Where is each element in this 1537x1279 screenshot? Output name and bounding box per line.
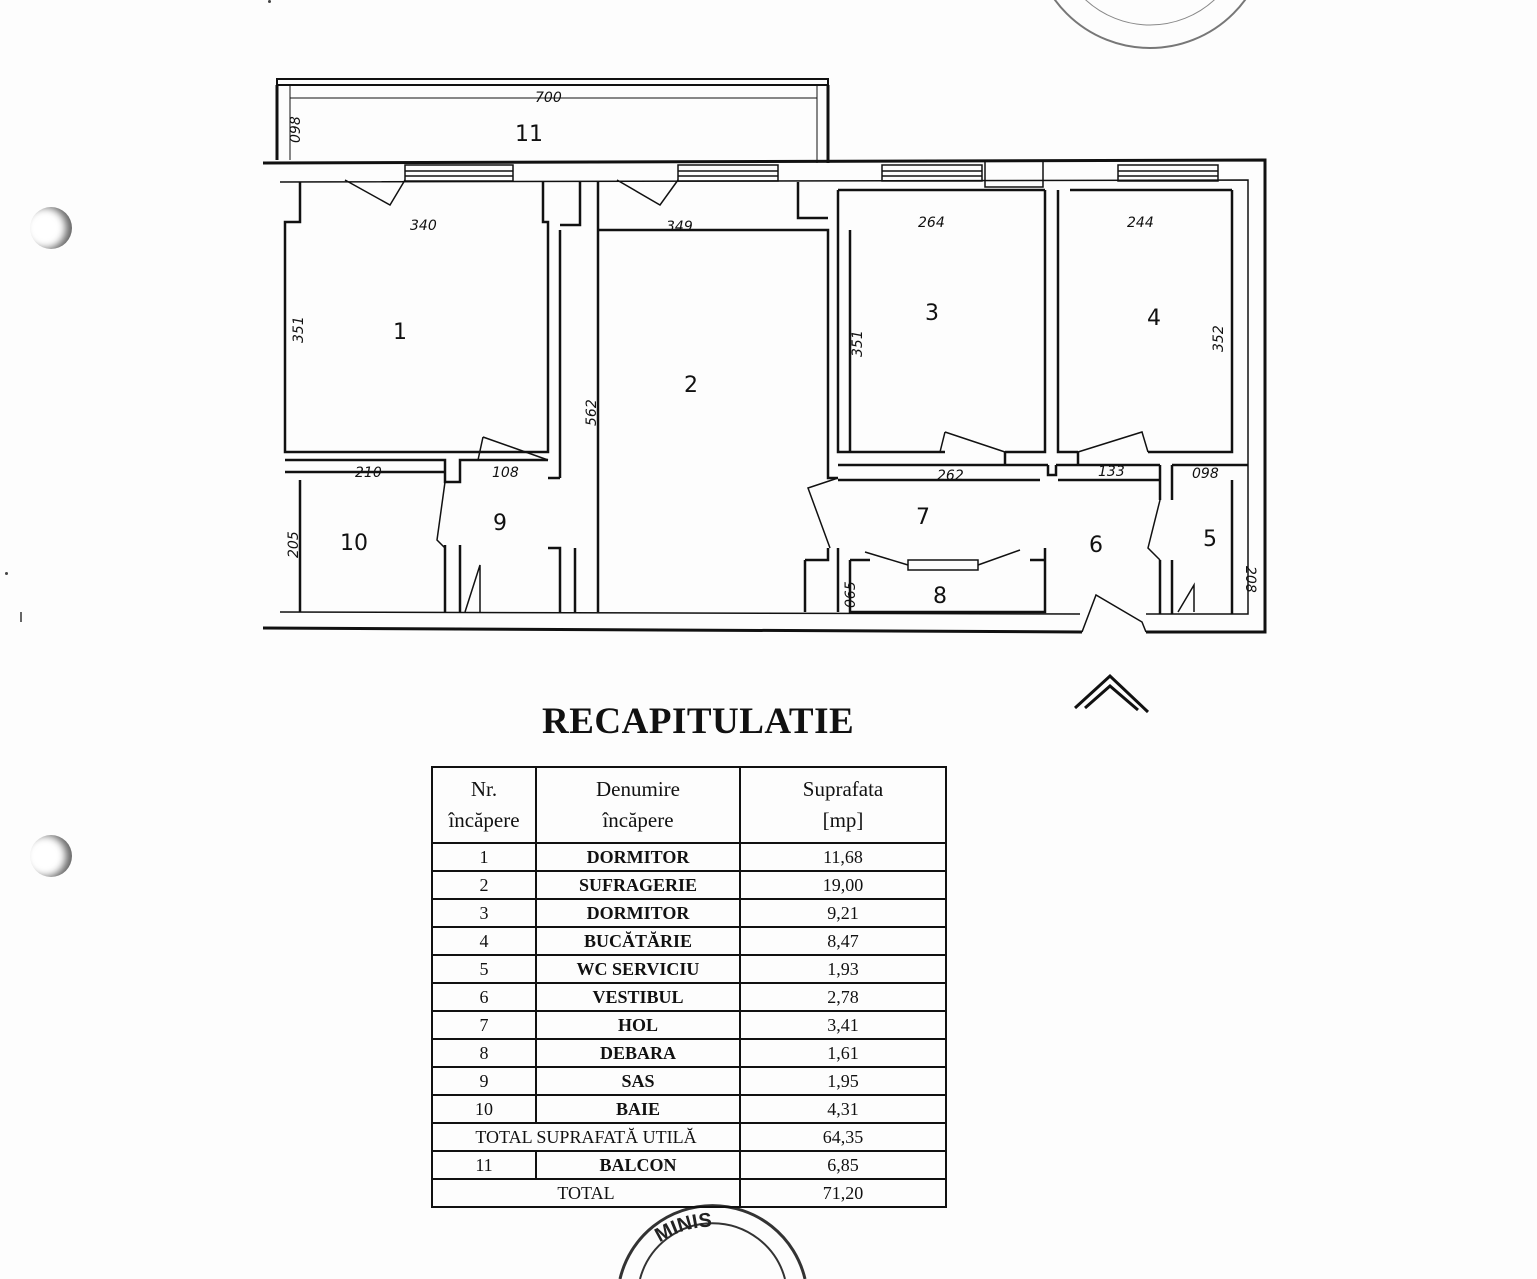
grand-total-area: 71,20 bbox=[740, 1179, 946, 1207]
grand-total-row bbox=[432, 1179, 946, 1207]
dim-room7-width: 262 bbox=[937, 468, 964, 484]
dim-room1-height: 351 bbox=[291, 316, 307, 343]
table-row: 7 HOL 3,41 bbox=[432, 1011, 946, 1039]
dim-room10-height: 205 bbox=[286, 531, 302, 558]
interior-walls bbox=[285, 182, 1248, 614]
dim-room6-width: 133 bbox=[1098, 464, 1125, 480]
table-row: 3 DORMITOR 9,21 bbox=[432, 899, 946, 927]
header-name: Denumire încăpere bbox=[536, 767, 740, 843]
dim-balcony-depth: 098 bbox=[288, 116, 304, 143]
dim-room1-width: 340 bbox=[410, 218, 437, 234]
dim-room4-width: 244 bbox=[1127, 215, 1154, 231]
dim-room8-height: 065 bbox=[843, 581, 859, 608]
room-label-7: 7 bbox=[916, 505, 930, 530]
dim-balcony-length: 700 bbox=[535, 90, 562, 106]
room-label-1: 1 bbox=[393, 320, 407, 345]
scan-speck bbox=[20, 612, 22, 622]
room-label-4: 4 bbox=[1147, 306, 1161, 331]
dim-room2-width: 349 bbox=[666, 219, 693, 235]
grand-total-label: TOTAL bbox=[432, 1179, 740, 1207]
dim-room3-width: 264 bbox=[918, 215, 945, 231]
room-label-5: 5 bbox=[1203, 527, 1217, 552]
dim-room9-width: 108 bbox=[492, 465, 519, 481]
windows bbox=[405, 161, 1218, 570]
table-row: 2 SUFRAGERIE 19,00 bbox=[432, 871, 946, 899]
recap-table bbox=[431, 766, 947, 1208]
scan-speck bbox=[268, 0, 271, 3]
table-row: 5 WC SERVICIU 1,93 bbox=[432, 955, 946, 983]
room-label-11: 11 bbox=[515, 122, 543, 147]
north-arrow-icon bbox=[1075, 676, 1148, 712]
table-row: 4 BUCĂTĂRIE 8,47 bbox=[432, 927, 946, 955]
table-row: 8 DEBARA 1,61 bbox=[432, 1039, 946, 1067]
useful-total-area: 64,35 bbox=[740, 1123, 946, 1151]
header-area: Suprafata [mp] bbox=[740, 767, 946, 843]
svg-text:MINIS bbox=[651, 1209, 712, 1246]
room-label-6: 6 bbox=[1089, 533, 1103, 558]
dim-room10-width: 210 bbox=[355, 465, 382, 481]
table-row: 6 VESTIBUL 2,78 bbox=[432, 983, 946, 1011]
useful-total-label: TOTAL SUPRAFATĂ UTILĂ bbox=[432, 1123, 740, 1151]
dim-room3-height: 351 bbox=[850, 330, 866, 357]
room-label-8: 8 bbox=[933, 584, 947, 609]
table-row: 1 DORMITOR 11,68 bbox=[432, 843, 946, 871]
scan-speck bbox=[5, 572, 8, 575]
dim-room5-width: 098 bbox=[1192, 466, 1219, 482]
room-label-10: 10 bbox=[340, 531, 368, 556]
stamp-bottom bbox=[620, 1206, 805, 1279]
recap-title: RECAPITULATIE bbox=[542, 701, 855, 742]
header-nr: Nr. încăpere bbox=[432, 767, 536, 843]
stamp-top bbox=[1032, 0, 1537, 48]
useful-total-row bbox=[432, 1123, 946, 1151]
room-label-2: 2 bbox=[684, 373, 698, 398]
room-label-3: 3 bbox=[925, 301, 939, 326]
room-label-9: 9 bbox=[493, 511, 507, 536]
dim-room2-height: 562 bbox=[584, 399, 600, 426]
table-row: 10 BAIE 4,31 bbox=[432, 1095, 946, 1123]
dim-room4-height: 352 bbox=[1211, 325, 1227, 352]
recap-header-row bbox=[432, 767, 946, 843]
doors bbox=[345, 180, 1194, 632]
dim-room5-height: 208 bbox=[1242, 566, 1258, 593]
balcony-row: 11 BALCON 6,85 bbox=[432, 1151, 946, 1179]
stamp-bottom-text: MINIS bbox=[651, 1209, 713, 1247]
table-row: 9 SAS 1,95 bbox=[432, 1067, 946, 1095]
